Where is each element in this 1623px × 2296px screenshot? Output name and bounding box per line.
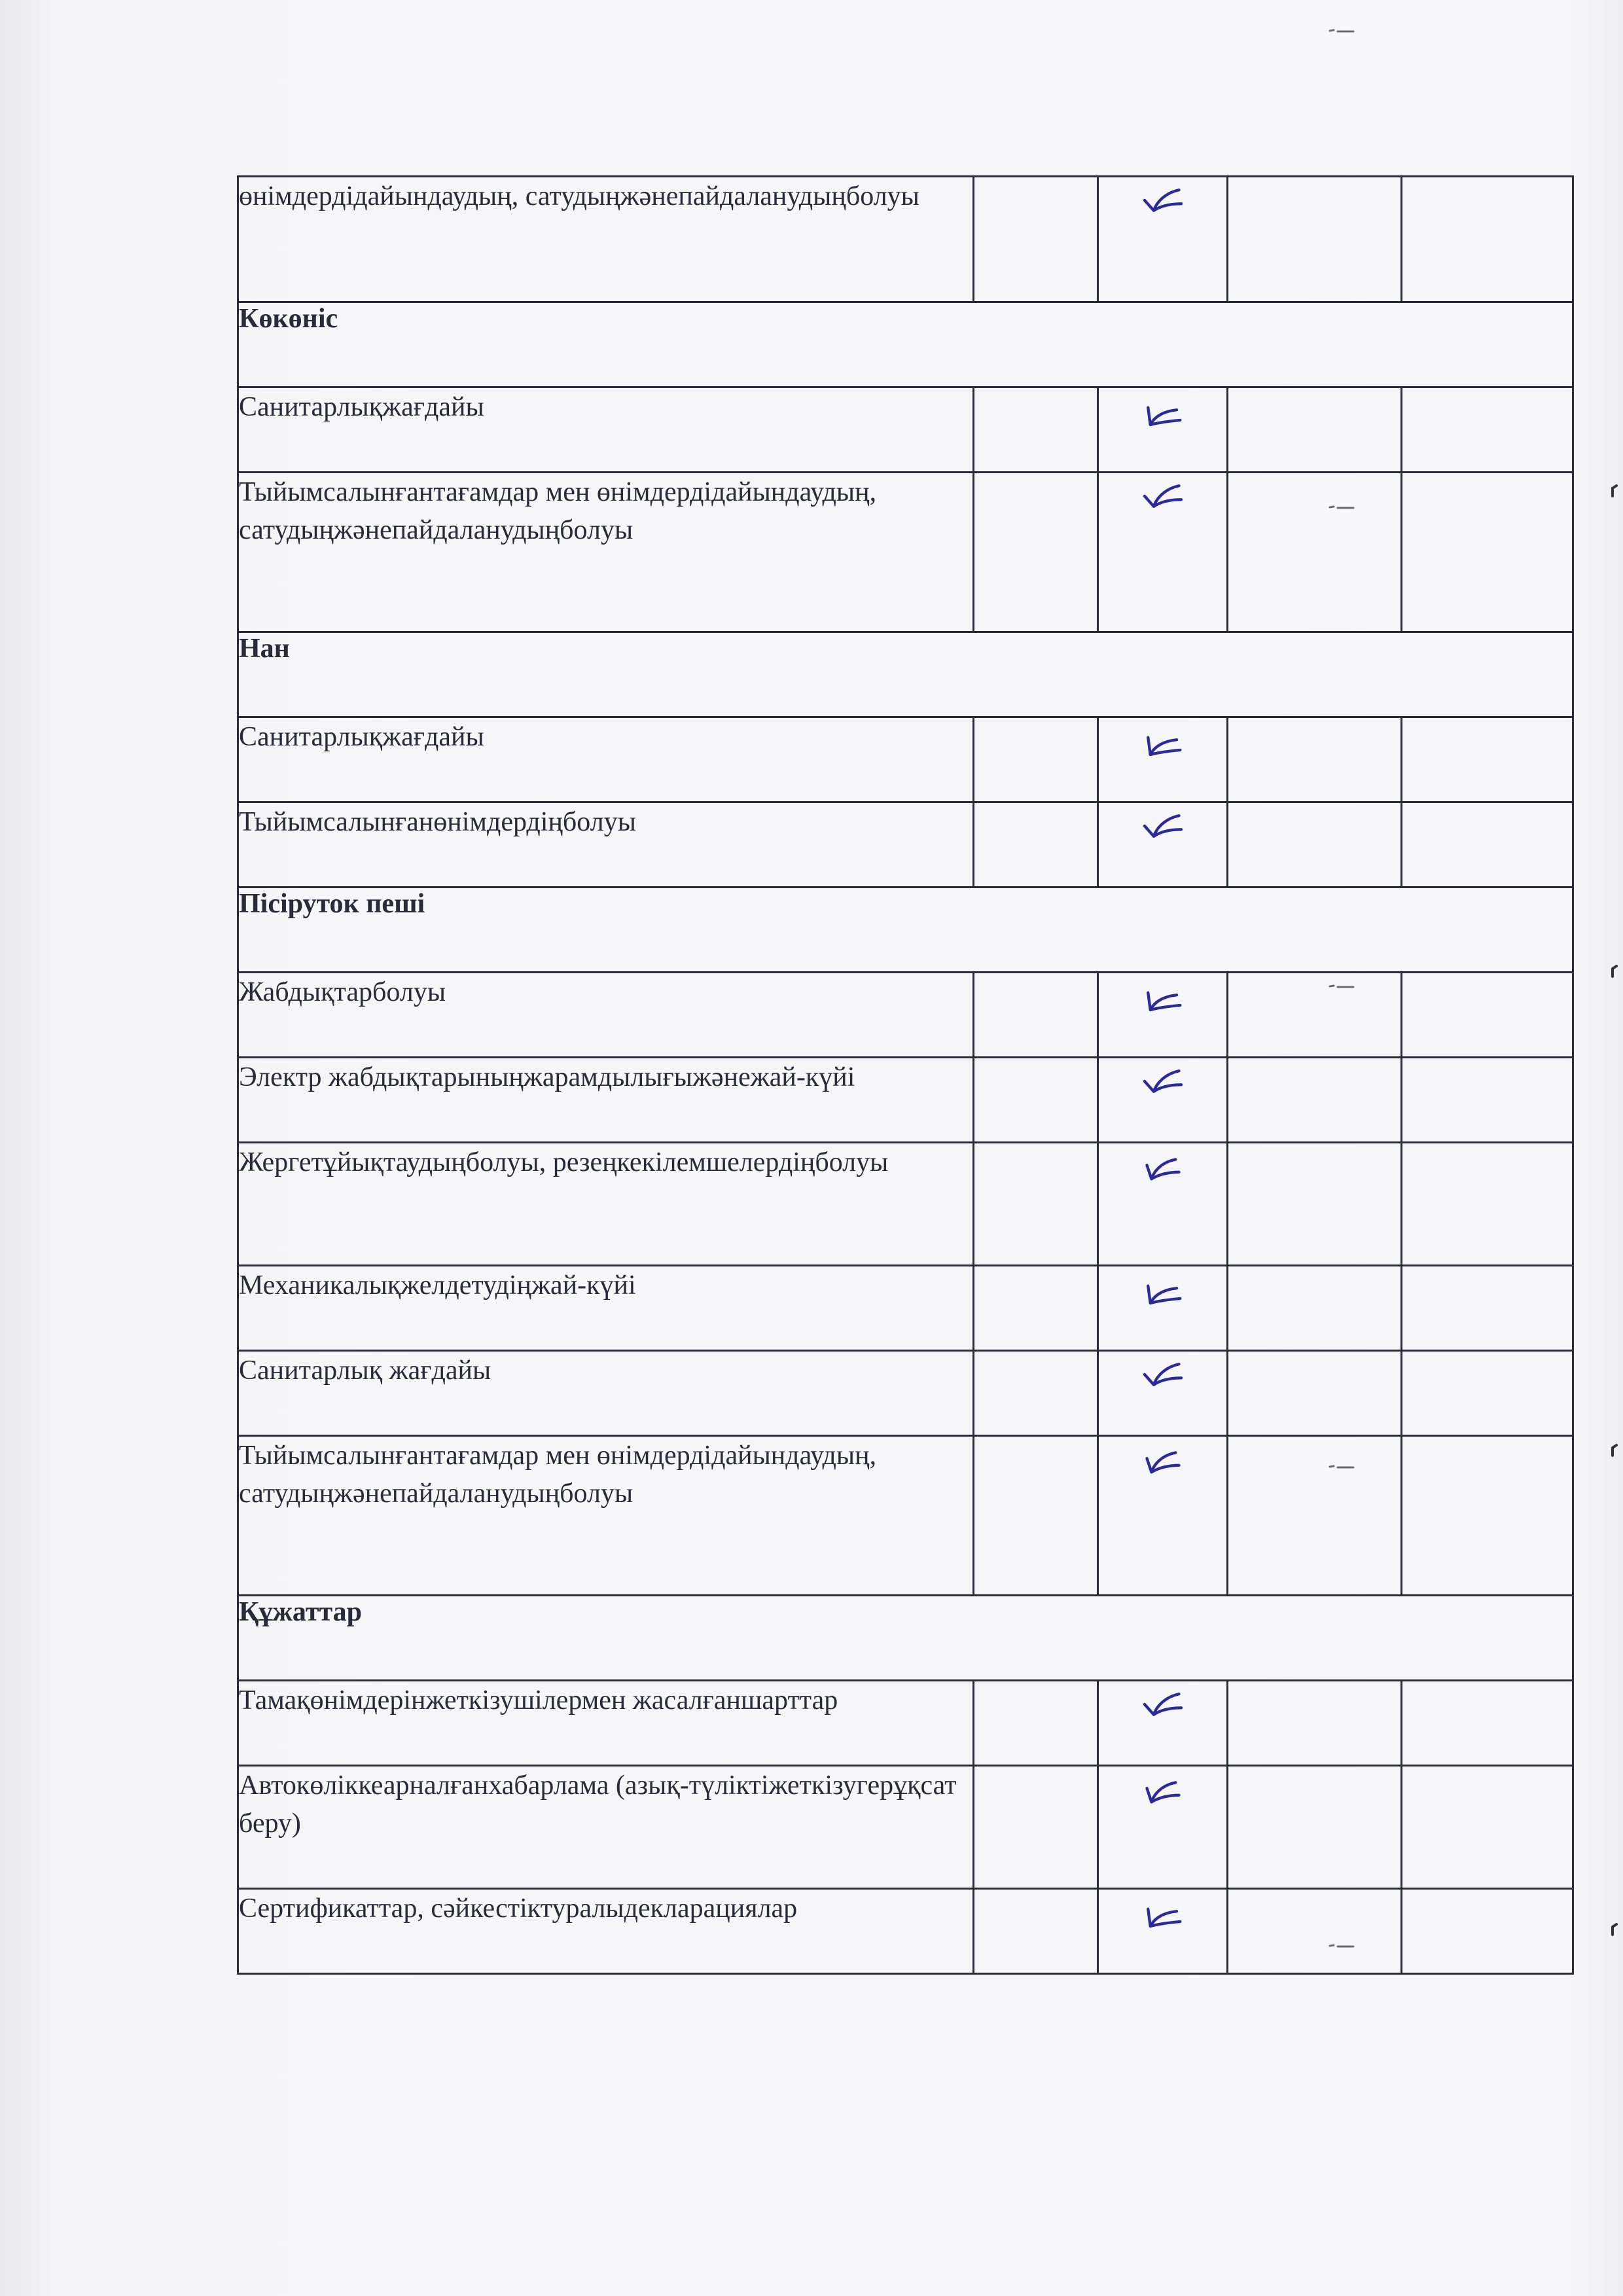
section-row: [238, 302, 1573, 387]
notes-cell: [1402, 1889, 1573, 1974]
compliance-yes-cell: [1098, 177, 1228, 302]
table-row: [238, 717, 1573, 802]
notes-cell: [1402, 1266, 1573, 1351]
compliance-yes-cell: [1098, 1058, 1228, 1143]
scan-smudge: [1329, 983, 1355, 990]
requirement-text: Санитарлықжағдайы: [238, 387, 974, 473]
requirement-text: өнімдердідайындаудың, сатудыңжәнепайдаланудыңболуы: [238, 177, 974, 302]
compliance-no-cell: [1228, 1436, 1402, 1596]
blank-cell: [974, 717, 1098, 802]
requirement-text: Тыйымсалынғанөнімдердіңболуы: [238, 802, 974, 888]
requirement-text: Тамақөнімдерінжеткізушілермен жасалғаншарттар: [238, 1681, 974, 1766]
compliance-yes-cell: [1098, 802, 1228, 888]
notes-cell: [1402, 473, 1573, 632]
compliance-no-cell: [1228, 1889, 1402, 1974]
requirement-text: Сертификаттар, сәйкестіктуралыдекларациялар: [238, 1889, 974, 1974]
requirement-text: Санитарлық жағдайы: [238, 1351, 974, 1436]
notes-cell: [1402, 387, 1573, 473]
compliance-no-cell: [1228, 973, 1402, 1058]
compliance-yes-cell: [1098, 1351, 1228, 1436]
requirement-text: Автокөліккеарналғанхабарлама (азық-түліктіжеткізугерұқсат беру): [238, 1766, 974, 1889]
notes-cell: [1402, 717, 1573, 802]
notes-cell: [1402, 1351, 1573, 1436]
blank-cell: [974, 973, 1098, 1058]
blank-cell: [974, 1681, 1098, 1766]
edge-mark: [1610, 1444, 1619, 1457]
compliance-no-cell: [1228, 802, 1402, 888]
requirement-text: Механикалықжелдетудіңжай-күйі: [238, 1266, 974, 1351]
blank-cell: [974, 1351, 1098, 1436]
blank-cell: [974, 1143, 1098, 1266]
requirement-text: Тыйымсалынғантағамдар мен өнімдердідайындаудың, сатудыңжәнепайдаланудыңболуы: [238, 473, 974, 632]
compliance-yes-cell: [1098, 973, 1228, 1058]
scan-smudge: [1329, 27, 1355, 34]
section-row: [238, 1596, 1573, 1681]
notes-cell: [1402, 1681, 1573, 1766]
section-row: [238, 888, 1573, 973]
handwritten-check-icon: [1133, 388, 1192, 434]
section-heading: Құжаттар: [238, 1596, 1573, 1681]
table-row: [238, 802, 1573, 888]
handwritten-check-icon: [1133, 973, 1192, 1019]
blank-cell: [974, 1266, 1098, 1351]
handwritten-check-icon: [1133, 1890, 1192, 1935]
handwritten-check-icon: [1133, 1266, 1192, 1312]
checklist-rows: [238, 177, 1573, 1974]
notes-cell: [1402, 1436, 1573, 1596]
compliance-yes-cell: [1098, 1889, 1228, 1974]
compliance-no-cell: [1228, 1058, 1402, 1143]
compliance-no-cell: [1228, 1766, 1402, 1889]
table-row: [238, 1681, 1573, 1766]
handwritten-check-icon: [1133, 1681, 1192, 1727]
blank-cell: [974, 387, 1098, 473]
edge-mark: [1610, 1923, 1619, 1936]
compliance-yes-cell: [1098, 1766, 1228, 1889]
handwritten-check-icon: [1133, 1143, 1192, 1189]
compliance-no-cell: [1228, 1351, 1402, 1436]
blank-cell: [974, 1766, 1098, 1889]
blank-cell: [974, 1889, 1098, 1974]
section-heading: Көкөніс: [238, 302, 1573, 387]
section-row: [238, 632, 1573, 717]
compliance-yes-cell: [1098, 387, 1228, 473]
compliance-no-cell: [1228, 717, 1402, 802]
section-heading: Пісіруток пеші: [238, 888, 1573, 973]
scan-smudge: [1329, 1943, 1355, 1949]
handwritten-check-icon: [1133, 803, 1192, 849]
table-row: [238, 1889, 1573, 1974]
requirement-text: Тыйымсалынғантағамдар мен өнімдердідайындаудың, сатудыңжәнепайдаланудыңболуы: [238, 1436, 974, 1596]
section-heading: Нан: [238, 632, 1573, 717]
handwritten-check-icon: [1133, 177, 1192, 223]
table-row: [238, 973, 1573, 1058]
requirement-text: Жабдықтарболуы: [238, 973, 974, 1058]
notes-cell: [1402, 973, 1573, 1058]
compliance-yes-cell: [1098, 1436, 1228, 1596]
table-row: [238, 1766, 1573, 1889]
requirement-text: Жергетұйықтаудыңболуы, резеңкекілемшелердіңболуы: [238, 1143, 974, 1266]
inspection-checklist-table: [237, 175, 1574, 1975]
table-row: [238, 1058, 1573, 1143]
requirement-text: Санитарлықжағдайы: [238, 717, 974, 802]
blank-cell: [974, 1436, 1098, 1596]
notes-cell: [1402, 177, 1573, 302]
table-row: [238, 1436, 1573, 1596]
compliance-no-cell: [1228, 177, 1402, 302]
table-row: [238, 1351, 1573, 1436]
compliance-yes-cell: [1098, 1681, 1228, 1766]
compliance-no-cell: [1228, 1681, 1402, 1766]
blank-cell: [974, 1058, 1098, 1143]
compliance-no-cell: [1228, 1143, 1402, 1266]
scan-smudge: [1329, 1463, 1355, 1470]
handwritten-check-icon: [1133, 1767, 1192, 1812]
requirement-text: Электр жабдықтарыныңжарамдылығыжәнежай-күйі: [238, 1058, 974, 1143]
edge-mark: [1610, 965, 1619, 978]
compliance-no-cell: [1228, 1266, 1402, 1351]
table-row: [238, 387, 1573, 473]
handwritten-check-icon: [1133, 1058, 1192, 1104]
handwritten-check-icon: [1133, 718, 1192, 764]
blank-cell: [974, 473, 1098, 632]
compliance-yes-cell: [1098, 1266, 1228, 1351]
table-row: [238, 177, 1573, 302]
blank-cell: [974, 802, 1098, 888]
compliance-no-cell: [1228, 387, 1402, 473]
table-row: [238, 1143, 1573, 1266]
blank-cell: [974, 177, 1098, 302]
notes-cell: [1402, 1143, 1573, 1266]
notes-cell: [1402, 1766, 1573, 1889]
notes-cell: [1402, 802, 1573, 888]
handwritten-check-icon: [1133, 1352, 1192, 1397]
compliance-yes-cell: [1098, 1143, 1228, 1266]
scan-smudge: [1329, 504, 1355, 511]
edge-mark: [1610, 484, 1619, 497]
table-row: [238, 473, 1573, 632]
notes-cell: [1402, 1058, 1573, 1143]
handwritten-check-icon: [1133, 473, 1192, 519]
compliance-yes-cell: [1098, 473, 1228, 632]
table-row: [238, 1266, 1573, 1351]
compliance-yes-cell: [1098, 717, 1228, 802]
handwritten-check-icon: [1133, 1437, 1192, 1482]
compliance-no-cell: [1228, 473, 1402, 632]
